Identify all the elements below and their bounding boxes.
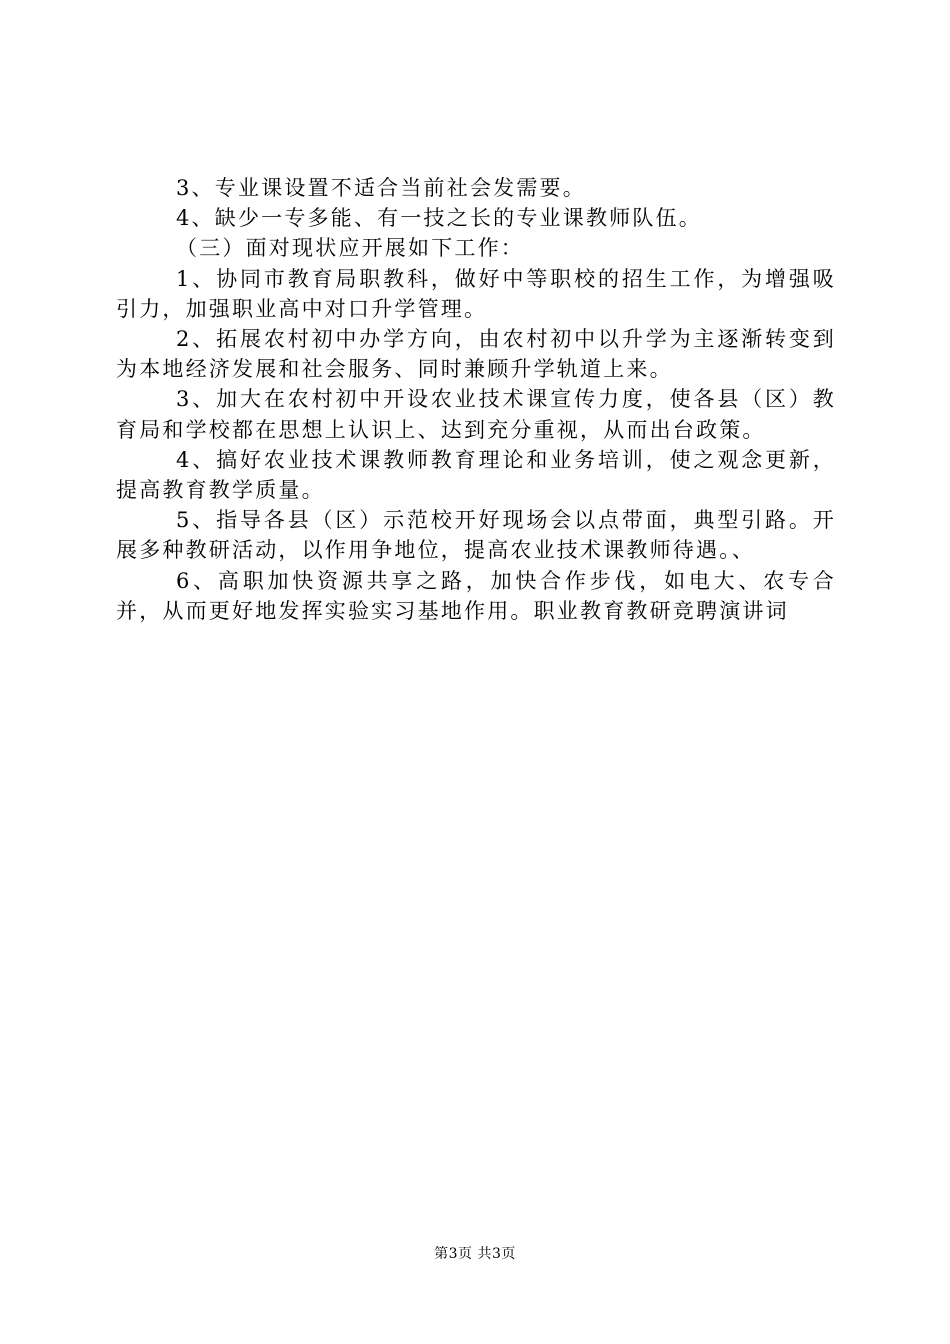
paragraph-work-6: 6、高职加快资源共享之路，加快合作步伐，如电大、农专合并，从而更好地发挥实验实习基地作用。职业教育教研竞聘演讲词 xyxy=(116,568,836,623)
paragraph-work-1: 1、协同市教育局职教科，做好中等职校的招生工作，为增强吸引力，加强职业高中对口升学管理。 xyxy=(116,266,836,321)
document-body xyxy=(116,173,836,626)
section-heading: （三）面对现状应开展如下工作： xyxy=(176,236,524,261)
paragraph-item-3: 3、专业课设置不适合当前社会发需要。 xyxy=(176,176,586,200)
paragraph-work-4: 4、搞好农业技术课教师教育理论和业务培训，使之观念更新，提高教育教学质量。 xyxy=(116,447,836,503)
paragraph-work-2: 2、拓展农村初中办学方向，由农村初中以升学为主逐渐转变到为本地经济发展和社会服务、同时兼顾升学轨道上来。 xyxy=(116,327,836,382)
paragraph-item-4: 4、缺少一专多能、有一技之长的专业课教师队伍。 xyxy=(176,206,702,231)
paragraph-work-5: 5、指导各县（区）示范校开好现场会以点带面，典型引路。开展多种教研活动，以作用争地位，提高农业技术课教师待遇。、 xyxy=(116,508,836,563)
page-number-footer: 第3页 共3页 xyxy=(434,1246,516,1262)
paragraph-work-3: 3、加大在农村初中开设农业技术课宣传力度，使各县（区）教育局和学校都在思想上认识上、达到充分重视，从而出台政策。 xyxy=(116,387,836,442)
